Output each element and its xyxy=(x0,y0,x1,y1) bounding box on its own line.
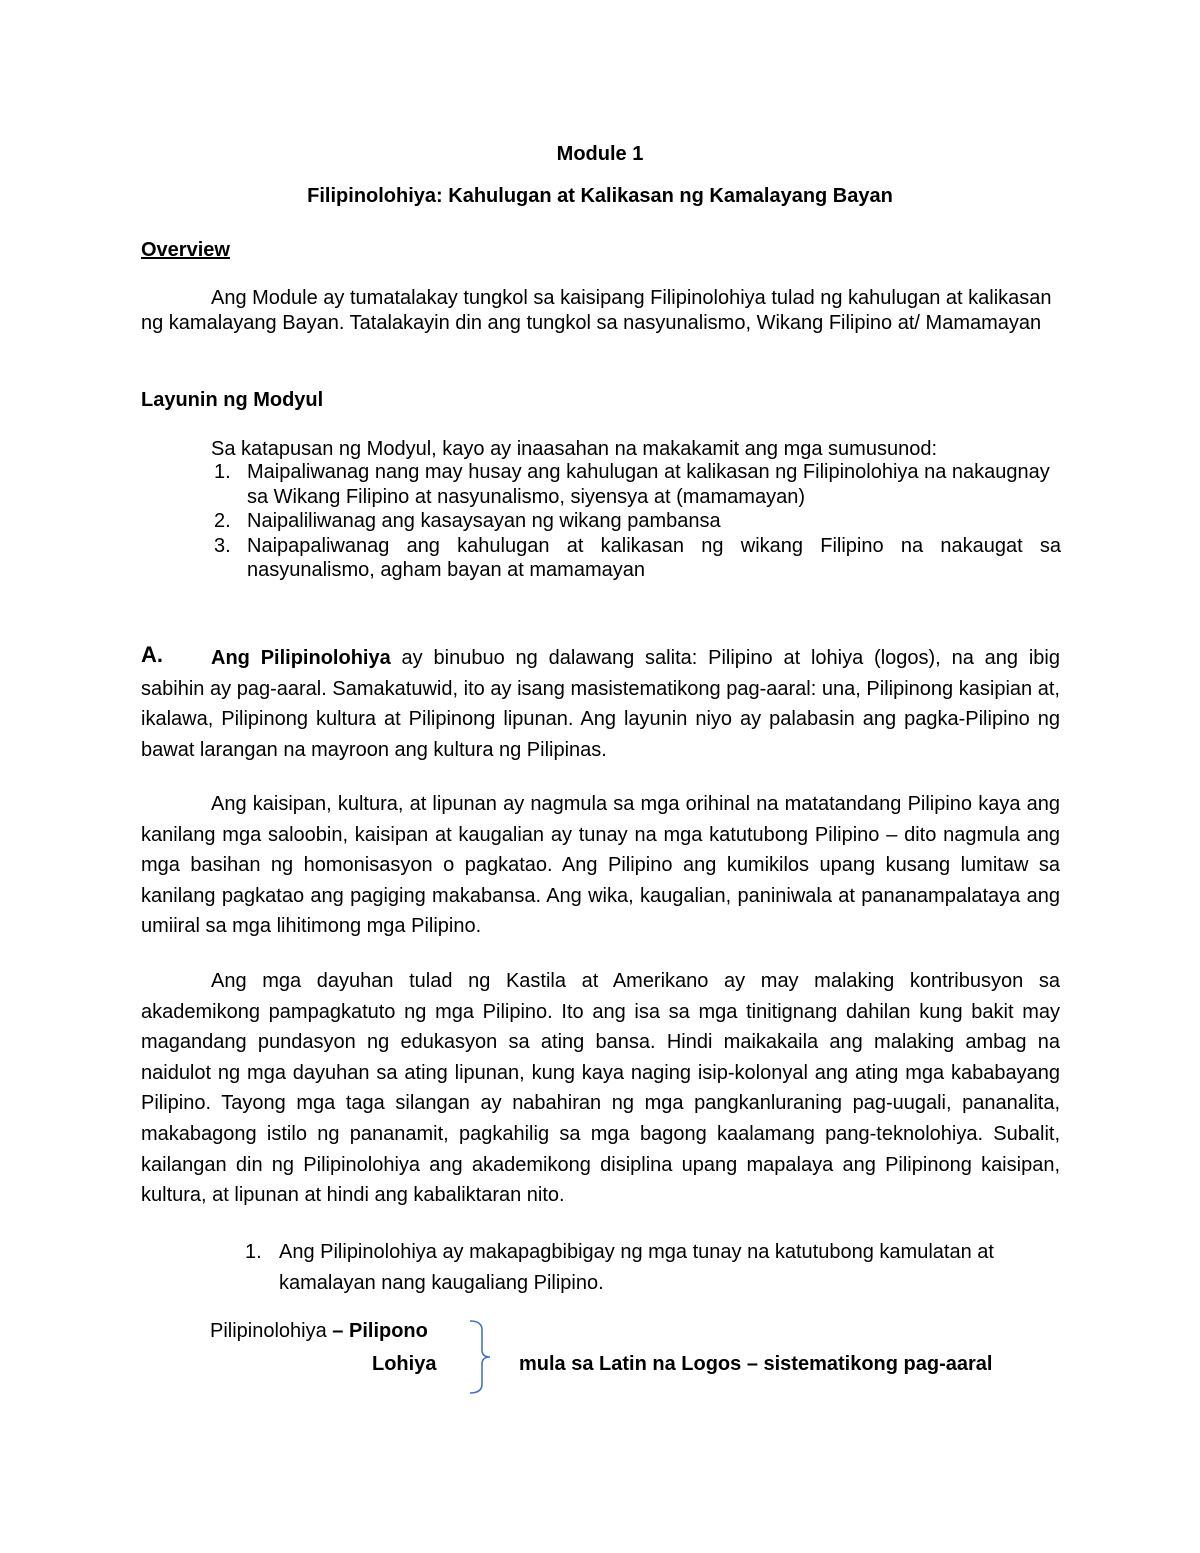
section-a-p2-text: Ang kaisipan, kultura, at lipunan ay nagmula sa mga orihinal na matatandang Pilipino kaya ang kanilang mga saloobin, kaisipan at kaugalian ay tunay na mga katutubong Pilipino – dito nagmula ang mga basihan ng homonisasyon o pagkatao. Ang Pilipino ang kumikilos upang kusang lumitaw sa kanilang pagkatao ang pagiging makabansa. Ang wika, kaugalian, paniniwala at pananampalataya ang umiiral sa mga lihitimong mga Pilipino. xyxy=(141,793,1060,938)
etymology-line-1 xyxy=(210,1319,428,1343)
brace-path xyxy=(470,1321,490,1393)
layunin-heading: Layunin ng Modyul xyxy=(141,389,324,411)
section-a-paragraph-1 xyxy=(141,643,1060,765)
module-subtitle: Filipinolohiya: Kahulugan at Kalikasan ng Kamalayang Bayan xyxy=(307,185,893,207)
section-a-sub-item xyxy=(245,1237,1060,1298)
objective-text: Naipapaliwanag ang kahulugan at kalikasan ng wikang Filipino na nakaugat sa nasyunalismo, agham bayan at mamamayan xyxy=(247,534,1061,581)
overview-paragraph xyxy=(141,286,1061,336)
overview-text: Ang Module ay tumatalakay tungkol sa kaisipang Filipinolohiya tulad ng kahulugan at kalikasan ng kamalayang Bayan. Tatalakayin din ang tungkol sa nasyunalismo, Wikang Filipino at/ Mamamayan xyxy=(141,287,1052,334)
section-a-p3-text: Ang mga dayuhan tulad ng Kastila at Amerikano ay may malaking kontribusyon sa akademikong pampagkatuto ng mga Pilipino. Ito ang isa sa mga tinitignang dahilan kung bakit may magandang pundasyon ng edukasyon sa ating bansa. Hindi maikakaila ang malaking ambag na naidulot ng mga dayuhan sa ating lipunan, kung kaya naging isip-kolonyal ang ating mga kababayang Pilipino. Tayong mga taga silangan ay nabahiran ng mga pangkanluraning pag-uugali, pananalita, makabagong istilo ng pananamit, pagkahilig sa mga bagong kaalamang pang-teknolohiya. Subalit, kailangan din ng Pilipinolohiya ang akademikong disiplina upang mapalaya ang Pilipinong kaisipan, kultura, at lipunan at hindi ang kabaliktaran nito. xyxy=(141,970,1060,1207)
section-a-p1-text: ay binubuo ng dalawang salita: Pilipino at lohiya (logos), na ang ibig sabihin ay pag-aaral. Samakatuwid, ito ay isang masistematikong pag-aaral: una, Pilipinong kasipian at, ikalawa, Pilipinong kultura at Pilipinong lipunan. Ang layunin niyo ay palabasin ang pagka-Pilipino ng bawat larangan na mayroon ang kultura ng Pilipinas. xyxy=(141,647,1060,761)
right-brace-icon xyxy=(468,1320,492,1394)
section-a-paragraph-2 xyxy=(141,789,1060,942)
objective-item xyxy=(141,534,1061,583)
objective-text: Naipaliliwanag ang kasaysayan ng wikang pambansa xyxy=(247,510,721,532)
etymology-word: Pilipinolohiya xyxy=(210,1320,327,1342)
objective-number: 2. xyxy=(214,510,231,532)
section-a-term: Ang Pilipinolohiya xyxy=(211,647,391,669)
objectives-list xyxy=(141,460,1061,583)
section-a-letter: A. xyxy=(141,642,163,667)
section-a-paragraph-3 xyxy=(141,966,1060,1211)
sub-item-text: Ang Pilipinolohiya ay makapagbibigay ng mga tunay na katutubong kamulatan at kamalayan nang kaugaliang Pilipino. xyxy=(279,1241,994,1294)
objective-item xyxy=(141,460,1061,509)
objective-item xyxy=(141,509,1061,534)
module-title: Module 1 xyxy=(556,143,644,165)
layunin-intro: Sa katapusan ng Modyul, kayo ay inaasahan na makakamit ang mga sumusunod: xyxy=(211,438,937,460)
objective-number: 3. xyxy=(214,534,231,557)
overview-heading: Overview xyxy=(141,239,230,261)
etymology-part-1: – Pilipono xyxy=(326,1320,428,1342)
etymology-part-2: Lohiya xyxy=(372,1353,437,1375)
objective-number: 1. xyxy=(214,461,231,483)
etymology-meaning: mula sa Latin na Logos – sistematikong pag-aaral xyxy=(519,1353,993,1375)
objective-text: Maipaliwanag nang may husay ang kahulugan at kalikasan ng Filipinolohiya na nakaugnay sa Wikang Filipino at nasyunalismo, siyensya at (mamamayan) xyxy=(247,461,1050,508)
sub-item-number: 1. xyxy=(245,1241,262,1263)
